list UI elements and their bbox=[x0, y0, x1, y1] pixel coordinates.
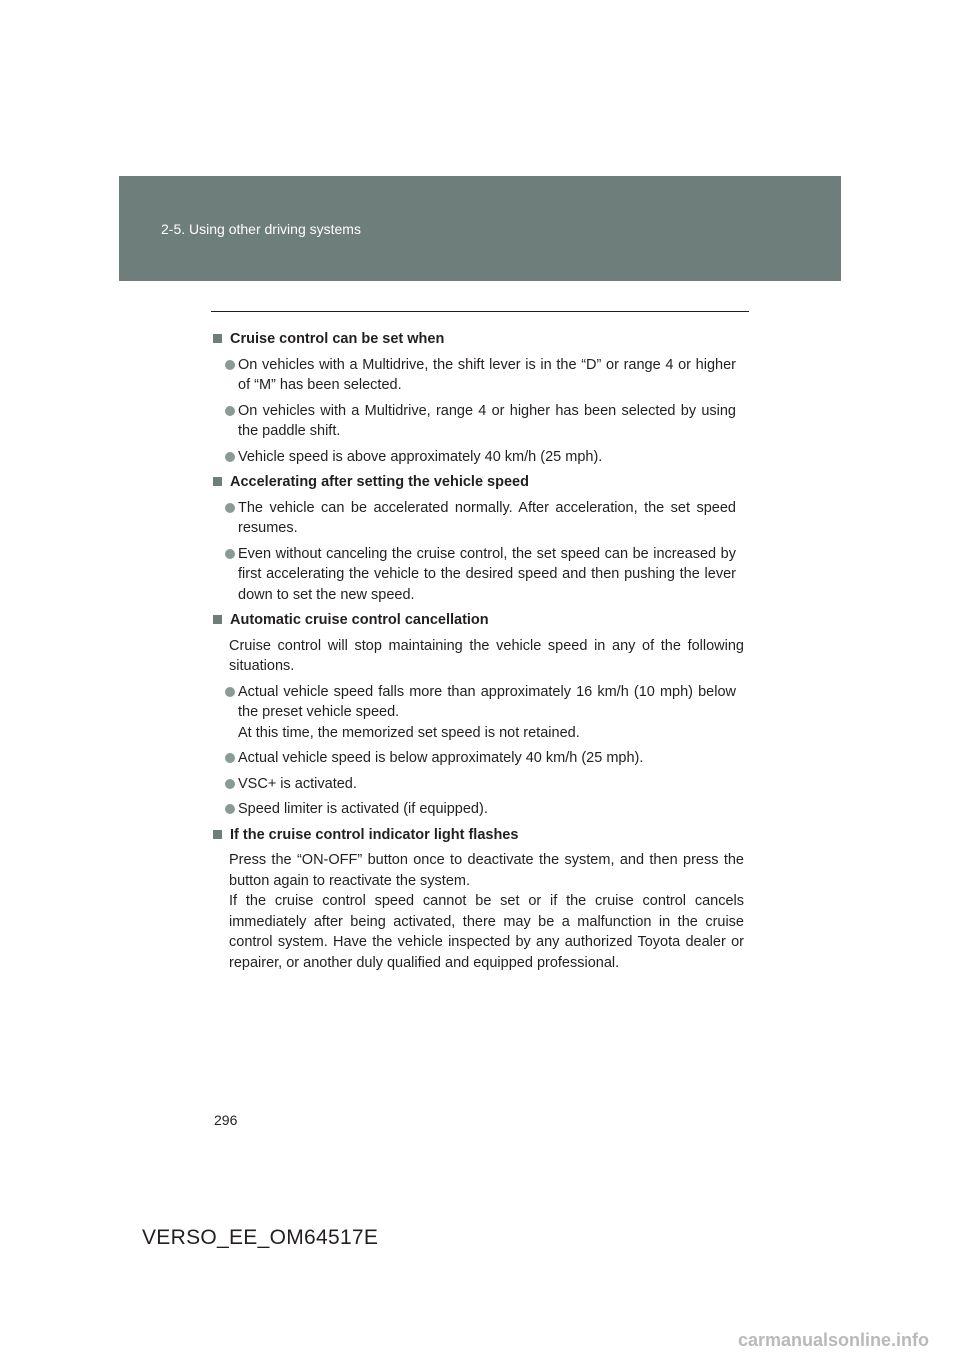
page-number: 296 bbox=[214, 1112, 238, 1128]
watermark: carmanualsonline.info bbox=[738, 1330, 930, 1350]
circle-bullet-icon bbox=[225, 687, 235, 697]
circle-bullet-icon bbox=[225, 779, 235, 789]
page-content bbox=[212, 329, 744, 978]
list-item: VSC+ is activated. bbox=[212, 774, 744, 795]
circle-bullet-icon bbox=[225, 804, 235, 814]
square-bullet-icon bbox=[213, 477, 222, 486]
list-item: Vehicle speed is above approximately 40 km/h (25 mph). bbox=[212, 447, 744, 468]
square-bullet-icon bbox=[213, 334, 222, 343]
list-item: On vehicles with a Multidrive, the shift lever is in the “D” or range 4 or higher of “M” has been selected. bbox=[212, 355, 744, 396]
heading-indicator-flashes: If the cruise control indicator light flashes bbox=[212, 825, 744, 846]
circle-bullet-icon bbox=[225, 549, 235, 559]
paragraph: Press the “ON-OFF” button once to deactivate the system, and then press the button again to reactivate the system. If the cruise control speed cannot be set or if the cruise control cancels immediately after being activated, there may be a malfunction in the cruise control system. Have the vehicle inspected by any authorized Toyota dealer or repairer, or another duly qualified and equipped professional. bbox=[229, 852, 744, 971]
paragraph: Cruise control will stop maintaining the vehicle speed in any of the following situations. bbox=[229, 637, 744, 674]
circle-bullet-icon bbox=[225, 406, 235, 416]
section-title: 2-5. Using other driving systems bbox=[161, 221, 361, 237]
list-item: Actual vehicle speed is below approximately 40 km/h (25 mph). bbox=[212, 748, 744, 769]
list-item: Actual vehicle speed falls more than approximately 16 km/h (10 mph) below the preset vehicle speed. At this time, the memorized set speed is not retained. bbox=[212, 682, 744, 744]
document-code: VERSO_EE_OM64517E bbox=[142, 1226, 379, 1249]
circle-bullet-icon bbox=[225, 360, 235, 370]
circle-bullet-icon bbox=[225, 753, 235, 763]
circle-bullet-icon bbox=[225, 503, 235, 513]
header-band bbox=[119, 176, 841, 281]
list-item: Speed limiter is activated (if equipped). bbox=[212, 799, 744, 820]
heading-cruise-set: Cruise control can be set when bbox=[212, 329, 744, 350]
square-bullet-icon bbox=[213, 615, 222, 624]
heading-auto-cancel: Automatic cruise control cancellation bbox=[212, 610, 744, 631]
list-item: Even without canceling the cruise control, the set speed can be increased by first accelerating the vehicle to the desired speed and then pushing the lever down to set the new speed. bbox=[212, 544, 744, 606]
bullet-note: At this time, the memorized set speed is not retained. bbox=[238, 724, 580, 741]
list-item: On vehicles with a Multidrive, range 4 or higher has been selected by using the paddle shift. bbox=[212, 401, 744, 442]
heading-accelerating: Accelerating after setting the vehicle speed bbox=[212, 472, 744, 493]
list-item: The vehicle can be accelerated normally. After acceleration, the set speed resumes. bbox=[212, 498, 744, 539]
square-bullet-icon bbox=[213, 830, 222, 839]
divider-rule bbox=[211, 311, 749, 312]
circle-bullet-icon bbox=[225, 452, 235, 462]
